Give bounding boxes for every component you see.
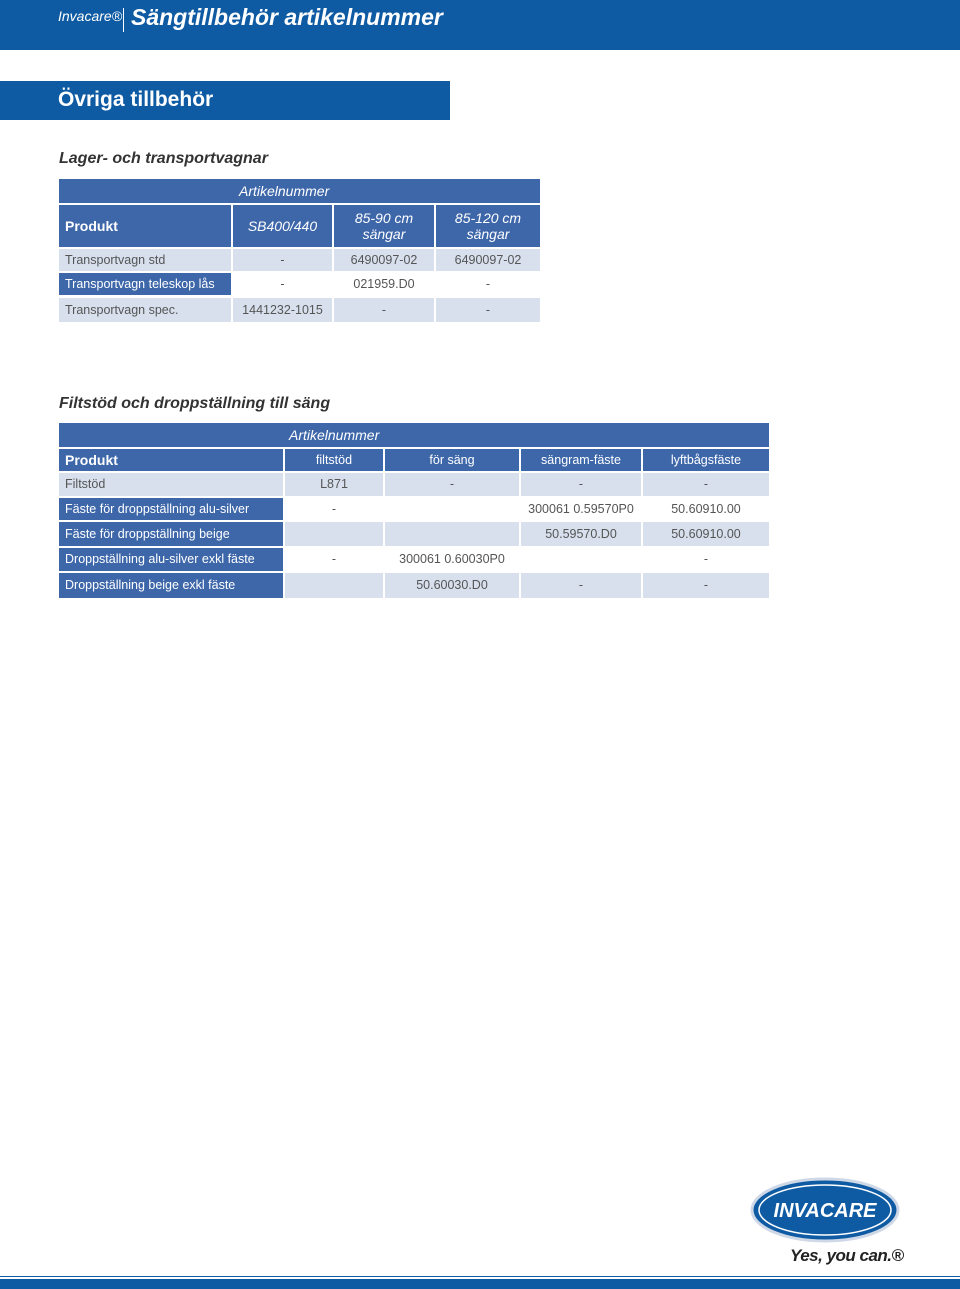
table1-cell: - [334,298,434,322]
table2-cell: 50.59570.D0 [521,522,641,546]
table2-product-header: Produkt [59,449,283,471]
table2-cell: 50.60910.00 [671,501,741,516]
table2-cell: - [643,573,769,598]
table2-cell: - [703,552,709,567]
table1-row-product: Transportvagn spec. [59,298,231,322]
table1-col-header: 85-90 cm sängar [334,205,434,247]
table2-cell [285,573,383,598]
table1-cell: 6490097-02 [436,249,540,271]
table2-cell: - [643,473,769,496]
table1-product-header: Produkt [59,205,231,247]
table1-cell: - [485,276,491,291]
table2-cell: 50.60030.D0 [385,573,519,598]
section-title-band [0,81,450,120]
invacare-logo [750,1176,900,1248]
table2-cell: 300061 0.59570P0 [528,501,634,516]
logo-text: INVACARE [773,1200,877,1222]
table2-col-header: sängram-fäste [521,449,641,471]
table2-cell: - [521,473,641,496]
table2-group-header: Artikelnummer [59,423,769,447]
table2-col-header: filtstöd [285,449,383,471]
table1-cell: - [280,276,285,291]
table1-row-product: Transportvagn std [59,249,231,271]
header-divider [123,8,124,32]
table2-cell [285,522,383,546]
table2-col-header: för säng [385,449,519,471]
table1-col-header: SB400/440 [233,205,332,247]
table2-row-product: Droppställning beige exkl fäste [59,573,283,598]
table1-group-header: Artikelnummer [59,179,540,203]
table1-cell: - [233,249,332,271]
table2-cell: - [331,552,337,567]
table2-cell: - [331,501,337,516]
footer-line [0,1276,960,1277]
footer-bar [0,1279,960,1289]
table2-col-header: lyftbågsfäste [643,449,769,471]
table1-subtitle: Lager- och transportvagnar [59,150,268,167]
table1-cell: - [436,298,540,322]
table1-col-header: 85-120 cm sängar [436,205,540,247]
table2-row-product: Fäste för droppställning beige [59,522,283,546]
top-header-bar [0,0,960,50]
table2-cell: - [385,473,519,496]
table2-subtitle: Filtstöd och droppställning till säng [59,395,331,412]
table2-cell: - [521,573,641,598]
section-title: Övriga tillbehör [58,88,214,111]
brand-name: Invacare® [58,8,123,24]
slogan: Yes, you can.® [790,1246,904,1265]
table2-cell: L871 [285,473,383,496]
table2-row-product: Filtstöd [59,473,283,496]
table2-cell: 50.60910.00 [643,522,769,546]
page-title: Sängtillbehör artikelnummer [131,4,443,30]
table2-cell [385,522,519,546]
table1-cell: 6490097-02 [334,249,434,271]
table2-cell [385,498,519,520]
table2-row-product: Droppställning alu-silver exkl fäste [59,548,283,571]
table1-row-product: Transportvagn teleskop lås [59,273,231,295]
table1-cell: 021959.D0 [353,276,415,291]
table2-row-product: Fäste för droppställning alu-silver [59,498,283,520]
table2-cell: 300061 0.60030P0 [399,552,505,567]
table1-cell: 1441232-1015 [233,298,332,322]
table2-cell [521,548,641,571]
